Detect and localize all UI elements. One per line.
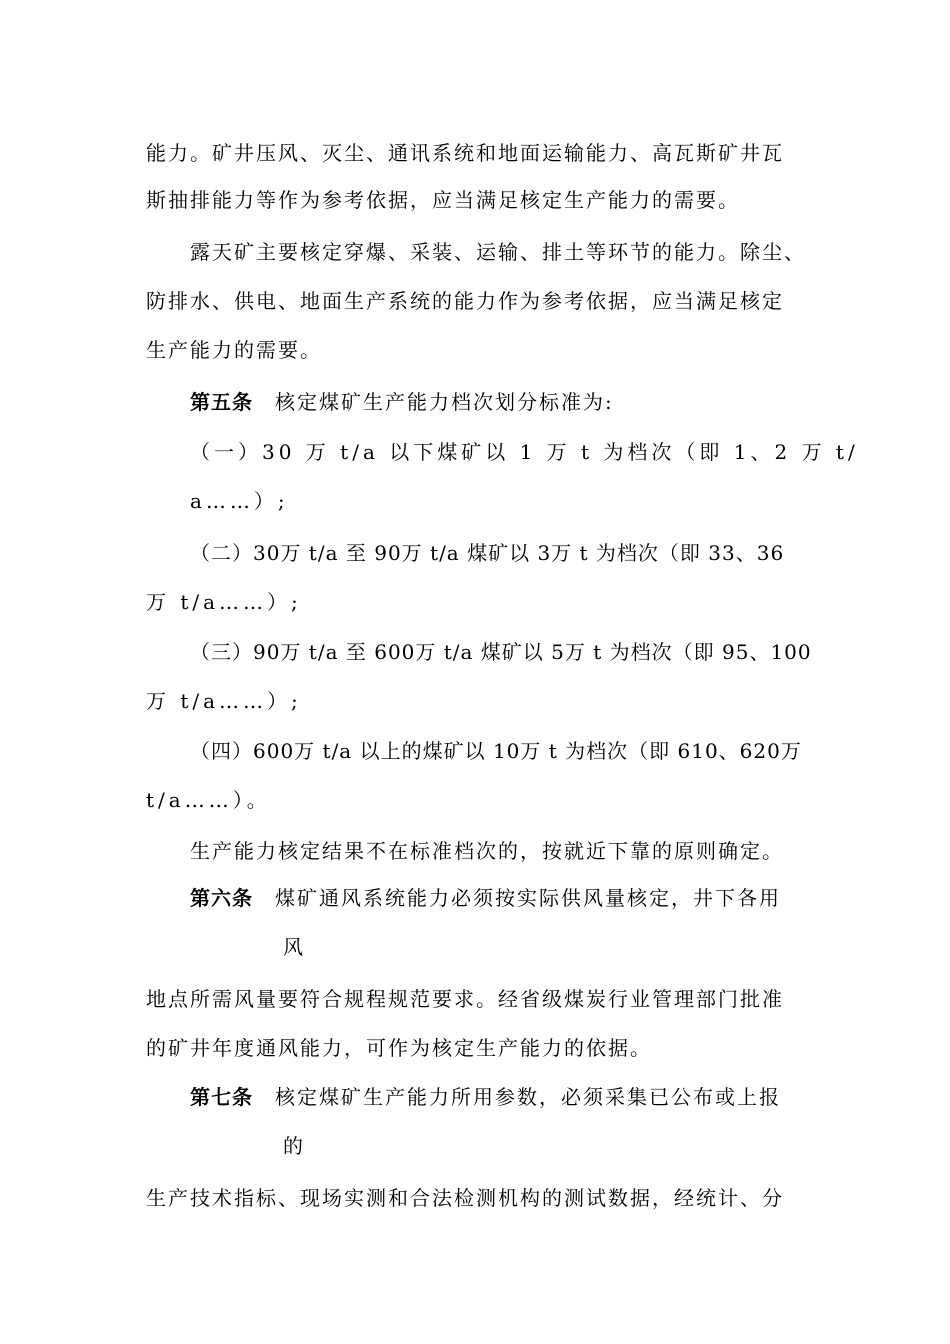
text-line: （四）600万 t/a 以上的煤矿以 10万 t 为档次（即 610、620万	[190, 739, 802, 763]
text-line: 能力。矿井压风、灭尘、通讯系统和地面运输能力、高瓦斯矿井瓦	[146, 141, 784, 165]
article-text: 核定煤矿生产能力档次划分标准为:	[275, 390, 614, 414]
text-line: a……）;	[190, 489, 289, 513]
text-line: 生产能力的需要。	[146, 338, 322, 362]
article-6-heading	[190, 884, 806, 912]
text-line: 万 t/a……）;	[146, 590, 302, 614]
article-label: 第七条	[190, 1085, 253, 1109]
text-line: 风	[283, 935, 305, 959]
text-line: 的	[283, 1134, 305, 1158]
text-line: 生产能力核定结果不在标准档次的，按就近下靠的原则确定。	[190, 839, 784, 863]
text-line: （三）90万 t/a 至 600万 t/a 煤矿以 5万 t 为档次（即 95、100	[190, 640, 812, 664]
article-7-heading	[190, 1083, 806, 1111]
text-line: t/a……）。	[146, 788, 271, 812]
article-label: 第六条	[190, 886, 253, 910]
text-line: （二）30万 t/a 至 90万 t/a 煤矿以 3万 t 为档次（即 33、36	[190, 541, 785, 565]
article-5-heading	[190, 388, 806, 416]
article-text: 煤矿通风系统能力必须按实际供风量核定，井下各用	[275, 886, 781, 910]
text-line: 生产技术指标、现场实测和合法检测机构的测试数据，经统计、分	[146, 1186, 784, 1210]
text-line: 万 t/a……）;	[146, 689, 302, 713]
text-line: 地点所需风量要符合规程规范要求。经省级煤炭行业管理部门批准	[146, 987, 784, 1011]
article-label: 第五条	[190, 390, 253, 414]
text-line: 防排水、供电、地面生产系统的能力作为参考依据，应当满足核定	[146, 289, 784, 313]
text-line: 露天矿主要核定穿爆、采装、运输、排土等环节的能力。除尘、	[190, 240, 806, 264]
text-line: 斯抽排能力等作为参考依据，应当满足核定生产能力的需要。	[146, 188, 740, 212]
text-line: （一）30 万 t/a 以下煤矿以 1 万 t 为档次（即 1、2 万 t/	[190, 440, 859, 464]
article-text: 核定煤矿生产能力所用参数，必须采集已公布或上报	[275, 1085, 781, 1109]
text-line: 的矿井年度通风能力，可作为核定生产能力的依据。	[146, 1036, 652, 1060]
